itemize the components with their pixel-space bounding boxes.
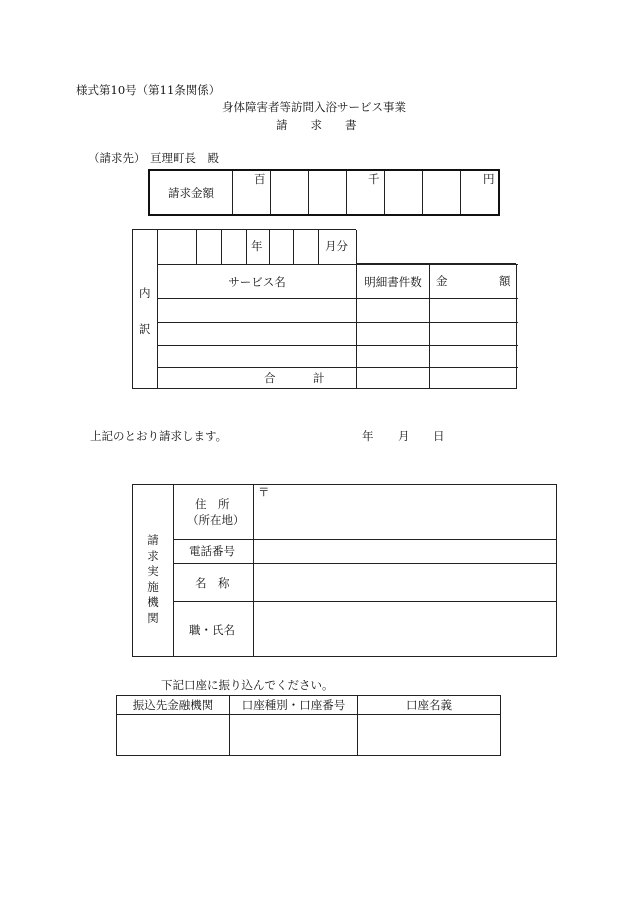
bank-institution-field[interactable] <box>117 715 229 755</box>
address-label: 住 所 <box>195 497 230 511</box>
date-day: 日 <box>433 429 445 443</box>
bank-header-holder: 口座名義 <box>406 698 452 712</box>
side-label-uchi: 内 <box>139 286 151 300</box>
bank-table <box>116 695 501 756</box>
total-amount-cell[interactable] <box>430 368 518 389</box>
address-label-sub: （所在地） <box>187 513 245 527</box>
amount-header-right: 額 <box>499 274 511 288</box>
detail-table <box>132 229 517 389</box>
side-label-wake: 訳 <box>139 322 151 336</box>
unit-thousand: 千 <box>368 172 380 186</box>
amount-table <box>148 169 500 216</box>
bank-instruction: 下記口座に振り込んでください。 <box>161 678 334 692</box>
address-field[interactable] <box>254 499 556 539</box>
date-month: 月 <box>398 429 410 443</box>
detail-row[interactable] <box>158 323 518 345</box>
unit-hundred: 百 <box>254 172 266 186</box>
statement-text: 上記のとおり請求します。 <box>90 429 228 443</box>
date-year: 年 <box>362 429 374 443</box>
bank-account-field[interactable] <box>230 715 357 755</box>
total-label-left: 合 <box>264 371 276 385</box>
postal-mark: 〒 <box>258 485 270 499</box>
month-label: 月分 <box>325 239 348 253</box>
statement-count-header: 明細書件数 <box>364 274 422 289</box>
title-name-label: 職・氏名 <box>189 623 235 637</box>
form-number: 様式第10号（第11条関係） <box>76 83 221 97</box>
total-label-right: 計 <box>313 371 325 385</box>
year-label: 年 <box>251 239 263 253</box>
name-field[interactable] <box>254 564 556 601</box>
provider-side-label: 請 求 実 施 機 関 <box>147 533 159 625</box>
detail-row[interactable] <box>158 299 518 322</box>
name-label: 名 称 <box>195 576 230 590</box>
amount-label: 請求金額 <box>168 185 214 200</box>
bank-holder-field[interactable] <box>358 715 500 755</box>
provider-table <box>132 484 557 657</box>
unit-yen: 円 <box>483 172 495 186</box>
bank-header-institution: 振込先金融機関 <box>132 698 214 712</box>
service-name-header: サービス名 <box>228 274 286 289</box>
detail-row[interactable] <box>158 346 518 367</box>
form-title: 身体障害者等訪問入浴サービス事業 <box>222 100 406 114</box>
amount-digit-cells[interactable] <box>233 171 498 214</box>
phone-field[interactable] <box>254 540 556 563</box>
phone-label: 電話番号 <box>189 544 235 558</box>
title-name-field[interactable] <box>254 602 556 656</box>
recipient-name: 亘理町長 殿 <box>150 151 219 165</box>
recipient-label: （請求先） <box>88 151 146 165</box>
form-subtitle: 請 求 書 <box>276 118 357 132</box>
amount-header-left: 金 <box>436 274 448 288</box>
bank-header-account: 口座種別・口座番号 <box>241 698 346 712</box>
